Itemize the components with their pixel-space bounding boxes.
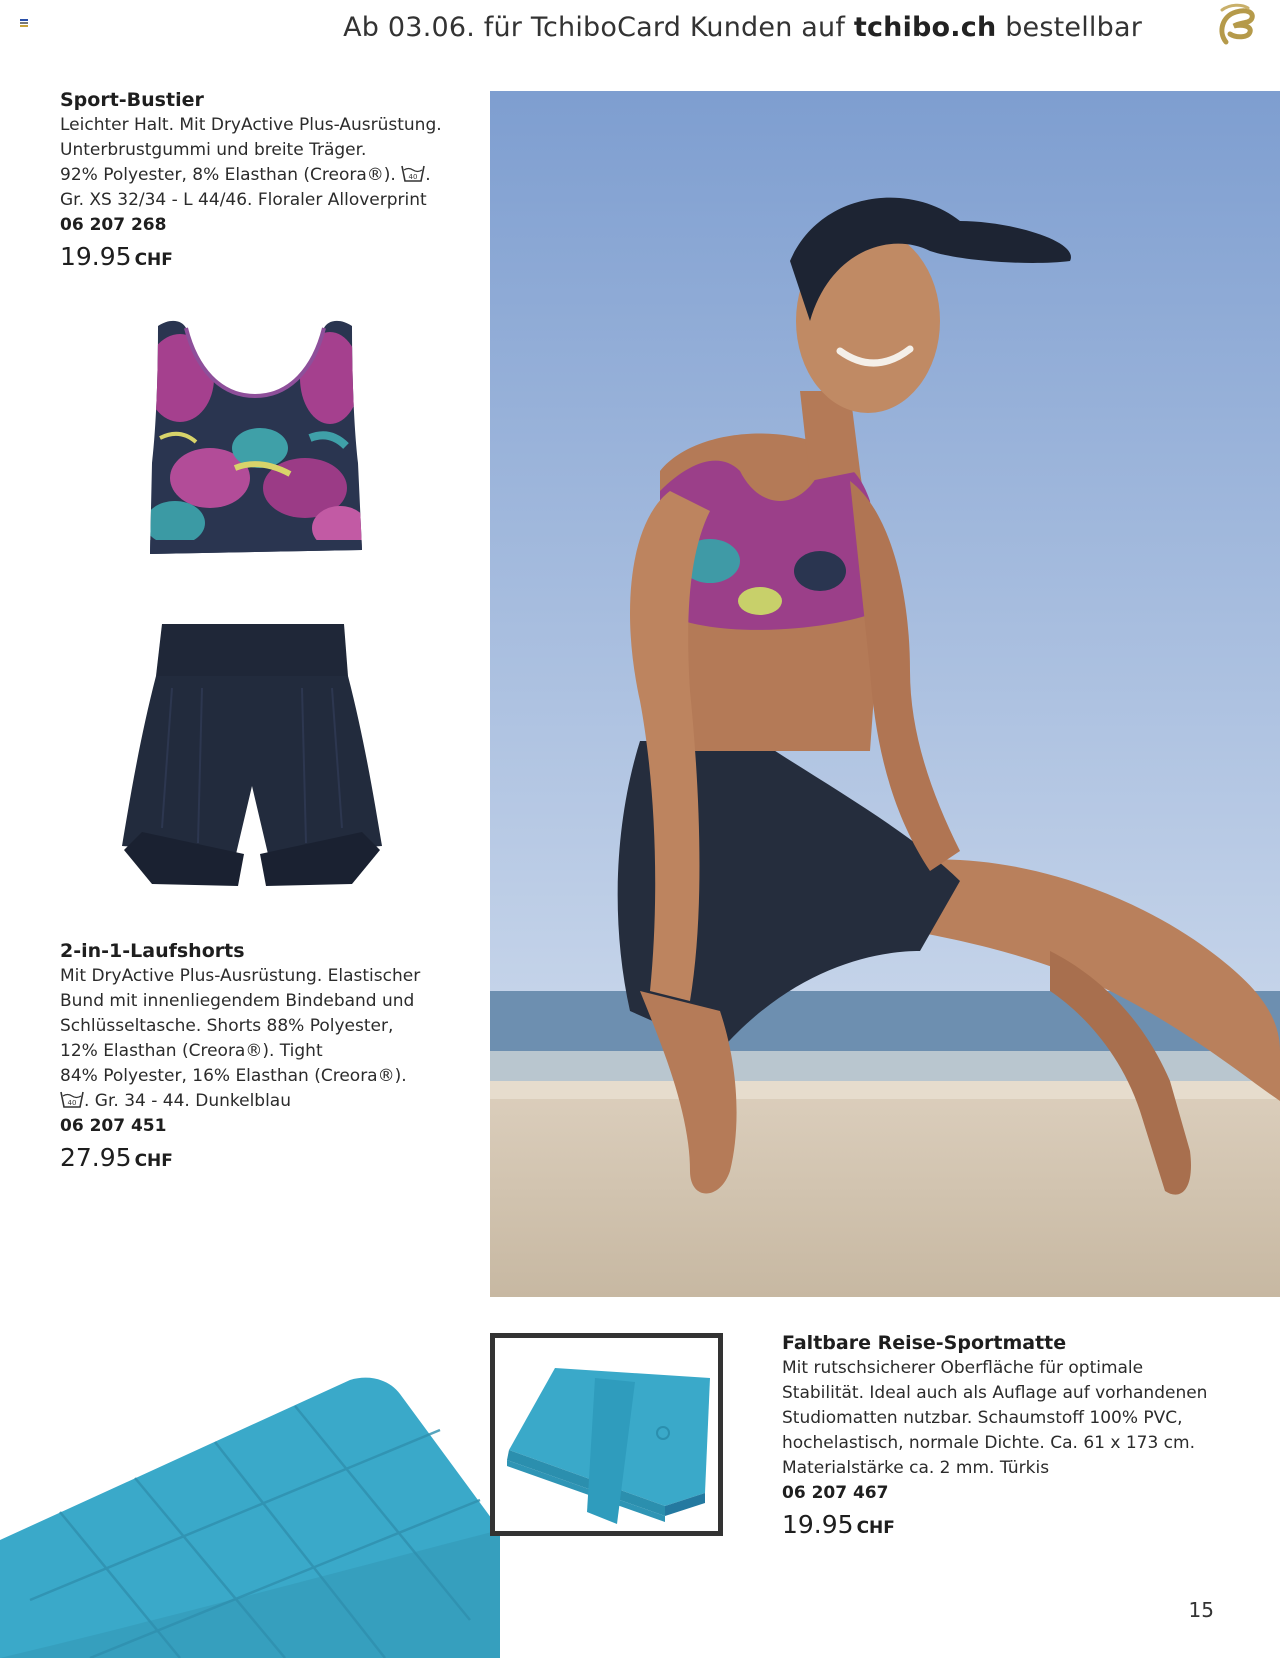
price-currency: CHF xyxy=(134,250,173,270)
product-desc-line xyxy=(60,1089,420,1114)
laufshorts-image xyxy=(112,618,392,888)
product-name: Faltbare Reise-Sportmatte xyxy=(782,1332,1067,1354)
sportmatte-folded-inset xyxy=(490,1333,723,1536)
product-name: 2-in-1-Laufshorts xyxy=(60,940,245,962)
product-desc-line: Bund mit innenliegendem Bindeband und xyxy=(60,991,415,1011)
product-desc-line: Schlüsseltasche. Shorts 88% Polyester, xyxy=(60,1016,394,1036)
product-desc-line: 84% Polyester, 16% Elasthan (Creora®). xyxy=(60,1066,407,1086)
wash-temp-label: 40 xyxy=(408,173,418,181)
product-desc-line: Unterbrustgummi und breite Träger. xyxy=(60,140,367,160)
price xyxy=(60,1140,420,1179)
header-text-after: bestellbar xyxy=(996,12,1142,43)
wash-40-icon xyxy=(401,164,425,183)
product-laufshorts xyxy=(60,939,420,1179)
article-number: 06 207 268 xyxy=(60,215,167,235)
product-desc-line: Mit DryActive Plus-Ausrüstung. Elastischer xyxy=(60,966,421,986)
price-value: 19.95 xyxy=(782,1510,854,1539)
article-number: 06 207 467 xyxy=(782,1483,889,1503)
sportmatte-image xyxy=(0,1370,500,1658)
product-sportmatte xyxy=(782,1331,1207,1546)
product-desc-line: Mit rutschsicherer Oberfläche für optimale xyxy=(782,1358,1144,1378)
product-desc-line: Gr. XS 32/34 - L 44/46. Floraler Alloverprint xyxy=(60,190,427,210)
product-desc-text: . Gr. 34 - 44. Dunkelblau xyxy=(84,1091,291,1111)
product-desc-line: hochelastisch, normale Dichte. Ca. 61 x 173 cm. xyxy=(782,1433,1195,1453)
product-desc-text: 92% Polyester, 8% Elasthan (Creora®). xyxy=(60,165,396,185)
article-number: 06 207 451 xyxy=(60,1116,167,1136)
product-desc-line xyxy=(60,163,442,188)
tchibo-logo-icon xyxy=(1212,2,1260,46)
price-value: 27.95 xyxy=(60,1143,132,1172)
product-desc-line: Studiomatten nutzbar. Schaumstoff 100% PVC, xyxy=(782,1408,1183,1428)
period: . xyxy=(425,165,431,185)
header-text-before: Ab 03.06. für TchiboCard Kunden auf xyxy=(343,12,854,43)
header-banner xyxy=(343,12,1142,43)
product-name: Sport-Bustier xyxy=(60,89,204,111)
lifestyle-photo xyxy=(490,91,1280,1297)
sportmatte-folded-image xyxy=(495,1338,718,1531)
price xyxy=(782,1507,1207,1546)
flag-icon xyxy=(20,19,28,26)
wash-temp-label: 40 xyxy=(67,1099,77,1107)
product-desc-line: Materialstärke ca. 2 mm. Türkis xyxy=(782,1458,1050,1478)
product-desc-line: Stabilität. Ideal auch als Auflage auf vorhandenen xyxy=(782,1383,1208,1403)
wash-40-icon xyxy=(60,1090,84,1109)
product-desc-line: 12% Elasthan (Creora®). Tight xyxy=(60,1041,323,1061)
price-value: 19.95 xyxy=(60,242,132,271)
price-currency: CHF xyxy=(134,1151,173,1171)
page-number: 15 xyxy=(1188,1598,1214,1622)
price-currency: CHF xyxy=(856,1518,895,1538)
sport-bustier-image xyxy=(140,318,370,558)
product-sport-bustier xyxy=(60,88,442,278)
header-link[interactable]: tchibo.ch xyxy=(853,12,997,43)
product-desc-line: Leichter Halt. Mit DryActive Plus-Ausrüstung. xyxy=(60,115,442,135)
price xyxy=(60,239,442,278)
